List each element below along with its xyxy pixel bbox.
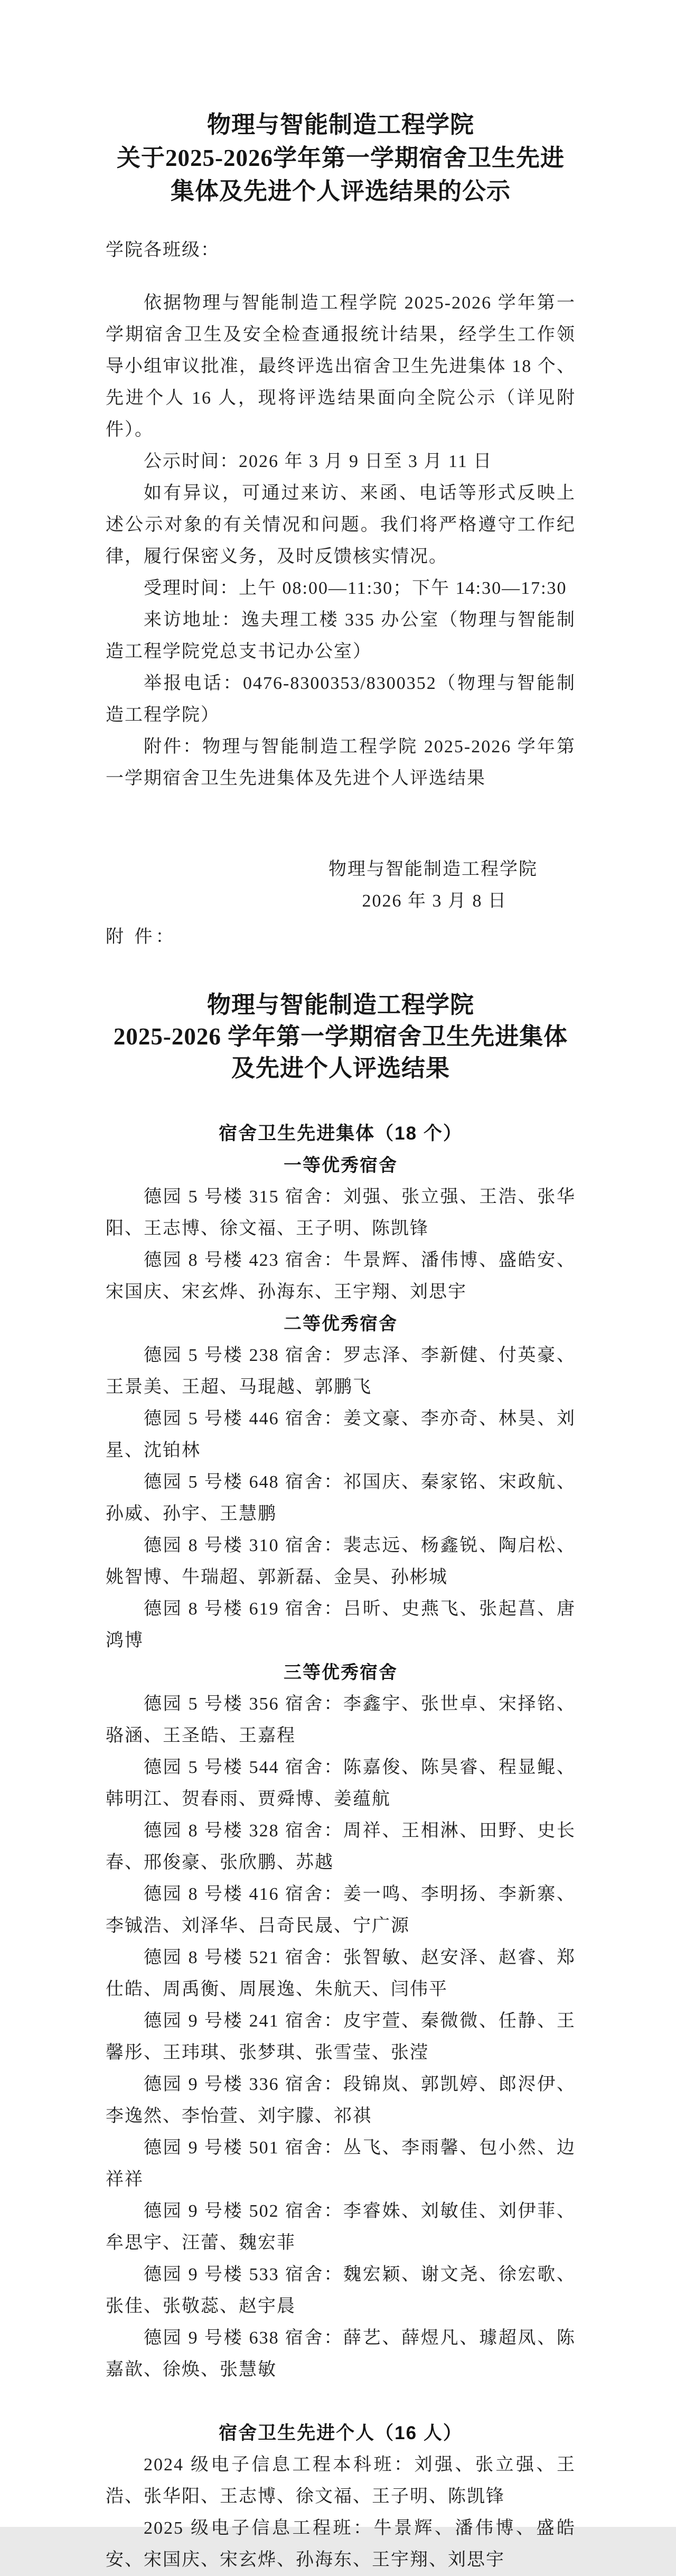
dorm-entry: 德园 5 号楼 446 宿舍：姜文豪、李亦奇、林昊、刘星、沈铂林	[106, 1409, 576, 1460]
dorm-entry: 德园 8 号楼 416 宿舍：姜一鸣、李明扬、李新寨、李铖浩、刘泽华、吕奇民晟、宁广源	[106, 1884, 576, 1936]
notice-title-line: 集体及先进个人评选结果的公示	[170, 178, 511, 204]
collective-heading: 宿舍卫生先进集体（18 个）	[219, 1123, 463, 1144]
notice-paragraph: 如有异议，可通过来访、来函、电话等形式反映上述公示对象的有关情况和问题。我们将严格遵守工作纪律，履行保密义务，及时反馈核实情况。	[106, 483, 576, 566]
tier-3-heading: 三等优秀宿舍	[284, 1663, 398, 1683]
dorm-entry: 德园 9 号楼 638 宿舍：薛艺、薛煜凡、璩超凤、陈嘉歆、徐焕、张慧敏	[106, 2328, 576, 2379]
notice-paragraph: 公示时间：2026 年 3 月 9 日至 3 月 11 日	[144, 452, 493, 471]
signature-date: 2026 年 3 月 8 日	[362, 891, 507, 911]
dorm-entry: 德园 5 号楼 315 宿舍：刘强、张立强、王浩、张华阳、王志博、徐文福、王子明、陈凯锋	[106, 1187, 576, 1238]
dorm-entry: 德园 9 号楼 241 宿舍：皮宇萱、秦微微、任静、王馨彤、王玮琪、张梦琪、张雪莹、张滢	[106, 2011, 576, 2062]
salutation: 学院各班级：	[106, 240, 220, 260]
notice-title-line: 关于2025-2026学年第一学期宿舍卫生先进	[117, 145, 565, 171]
dorm-entry: 德园 8 号楼 423 宿舍：牛景辉、潘伟博、盛皓安、宋国庆、宋玄烨、孙海东、王宇翔、刘思宇	[106, 1250, 576, 1302]
individual-entry: 2025 级电子信息工程班：牛景辉、潘伟博、盛皓安、宋国庆、宋玄烨、孙海东、王宇翔、刘思宇	[106, 2518, 576, 2570]
notice-title-line: 物理与智能制造工程学院	[206, 111, 474, 138]
individual-list	[106, 2449, 576, 2576]
attachment-title	[106, 989, 576, 1084]
dorm-entry: 德园 9 号楼 501 宿舍：丛飞、李雨馨、包小然、边祥祥	[106, 2138, 576, 2189]
notice-body	[106, 287, 576, 795]
dorm-entry: 德园 8 号楼 521 宿舍：张智敏、赵安泽、赵睿、郑仕皓、周禹衡、周展逸、朱航天、闫伟平	[106, 1948, 576, 1999]
tier-1-heading: 一等优秀宿舍	[284, 1155, 398, 1175]
individual-entry: 2024 级电子信息工程本科班：刘强、张立强、王浩、张华阳、王志博、徐文福、王子明、陈凯锋	[106, 2455, 576, 2506]
attachment-title-line: 及先进个人评选结果	[231, 1055, 450, 1081]
tier-3-dorm-list	[106, 1688, 576, 2386]
notice-title	[106, 108, 576, 208]
notice-paragraph: 举报电话：0476-8300353/8300352（物理与智能制造工程学院）	[106, 674, 576, 725]
dorm-entry: 德园 8 号楼 310 宿舍：裴志远、杨鑫锐、陶启松、姚智博、牛瑞超、郭新磊、金昊、孙彬城	[106, 1536, 576, 1587]
dorm-entry: 德园 5 号楼 238 宿舍：罗志泽、李新健、付英豪、王景美、王超、马琨越、郭鹏飞	[106, 1346, 576, 1397]
notice-paragraph: 附件：物理与智能制造工程学院 2025-2026 学年第一学期宿舍卫生先进集体及先进个人评选结果	[106, 737, 576, 788]
attachment-section	[106, 989, 576, 2576]
dorm-entry: 德园 5 号楼 356 宿舍：李鑫宇、张世卓、宋择铭、骆涵、王圣皓、王嘉程	[106, 1694, 576, 1746]
dorm-entry: 德园 8 号楼 328 宿舍：周祥、王相淋、田野、史长春、邢俊豪、张欣鹏、苏越	[106, 1821, 576, 1872]
notice-paragraph: 来访地址：逸夫理工楼 335 办公室（物理与智能制造工程学院党总支书记办公室）	[106, 610, 576, 661]
tier-2-dorm-list	[106, 1340, 576, 1657]
dorm-entry: 德园 5 号楼 648 宿舍：祁国庆、秦家铭、宋政航、孙威、孙宇、王慧鹏	[106, 1472, 576, 1524]
dorm-entry: 德园 8 号楼 619 宿舍：吕昕、史燕飞、张起菖、唐鸿博	[106, 1599, 576, 1650]
tier-2-heading: 二等优秀宿舍	[284, 1314, 398, 1334]
dorm-entry: 德园 9 号楼 336 宿舍：段锦岚、郭凯婷、郎浕伊、李逸然、李怡萱、刘宇朦、祁祺	[106, 2075, 576, 2126]
attachment-title-line: 物理与智能制造工程学院	[206, 992, 474, 1018]
attachment-label: 附 件：	[106, 927, 177, 947]
tier-1-dorm-list	[106, 1181, 576, 1308]
dorm-entry: 德园 9 号楼 502 宿舍：李睿姝、刘敏佳、刘伊菲、牟思宇、汪蕾、魏宏菲	[106, 2201, 576, 2253]
individual-heading: 宿舍卫生先进个人（16 人）	[219, 2423, 463, 2443]
notice-paragraph: 依据物理与智能制造工程学院 2025-2026 学年第一学期宿舍卫生及安全检查通报统计结果，经学生工作领导小组审议批准，最终评选出宿舍卫生先进集体 18 个、先进个人 16 人，现将评选结果面向全院公示（详见附件）。	[106, 293, 576, 440]
dorm-entry: 德园 5 号楼 544 宿舍：陈嘉俊、陈昊睿、程显鲲、韩明江、贺春雨、贾舜博、姜蕴航	[106, 1758, 576, 1809]
dorm-entry: 德园 9 号楼 533 宿舍：魏宏颖、谢文尧、徐宏歌、张佳、张敬蕊、赵宇晨	[106, 2265, 576, 2316]
signature-org: 物理与智能制造工程学院	[328, 860, 538, 879]
attachment-title-line: 2025-2026 学年第一学期宿舍卫生先进集体	[113, 1023, 568, 1050]
notice-paragraph: 受理时间：上午 08:00—11:30；下午 14:30—17:30	[144, 578, 567, 598]
